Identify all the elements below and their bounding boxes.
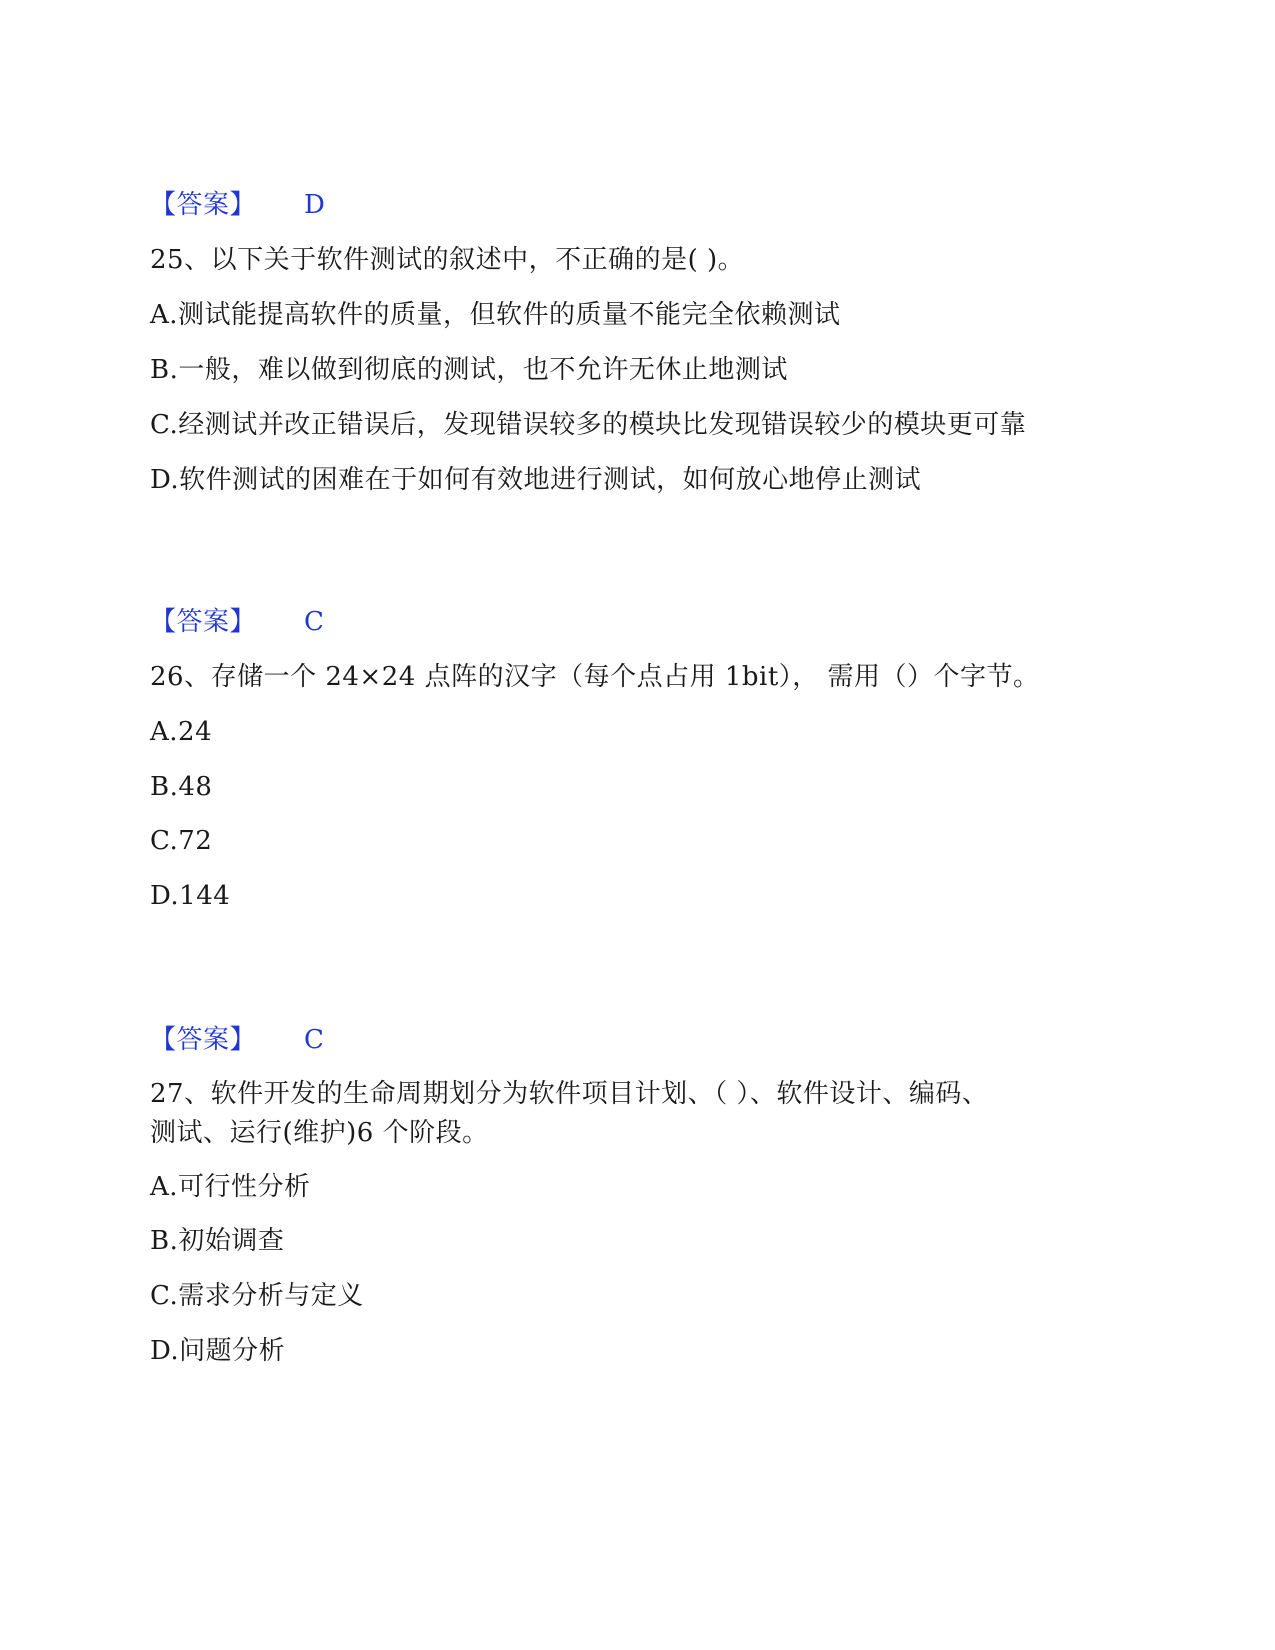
answer-label: 【答案】 <box>150 607 257 637</box>
answer-line-25 <box>150 605 324 639</box>
question-26: 26、存储一个 24×24 点阵的汉字（每个点占用 1bit）， 需用（）个字节。 <box>150 662 1040 692</box>
q27-option-d: D.问题分析 <box>150 1336 286 1366</box>
question-27-line-1: 27、软件开发的生命周期划分为软件项目计划、（ ）、软件设计、编码、 <box>150 1079 989 1109</box>
q26-option-b: B.48 <box>150 772 213 802</box>
q27-option-a: A.可行性分析 <box>150 1172 311 1202</box>
answer-label: 【答案】 <box>150 1025 257 1055</box>
question-27-line-2: 测试、运行(维护)6 个阶段。 <box>150 1118 489 1148</box>
answer-line-26 <box>150 1023 324 1057</box>
q27-option-c: C.需求分析与定义 <box>150 1281 364 1311</box>
q27-option-b: B.初始调查 <box>150 1226 285 1256</box>
answer-line-24 <box>150 188 325 222</box>
q25-option-d: D.软件测试的困难在于如何有效地进行测试，如何放心地停止测试 <box>150 465 922 495</box>
question-25: 25、以下关于软件测试的叙述中，不正确的是( )。 <box>150 245 745 275</box>
q26-option-c: C.72 <box>150 826 213 856</box>
answer-value: C <box>304 1025 325 1055</box>
q26-option-d: D.144 <box>150 881 231 911</box>
q26-option-a: A.24 <box>150 717 213 747</box>
q25-option-a: A.测试能提高软件的质量，但软件的质量不能完全依赖测试 <box>150 300 841 330</box>
q25-option-b: B.一般，难以做到彻底的测试，也不允许无休止地测试 <box>150 355 788 385</box>
answer-value: D <box>304 190 326 220</box>
answer-value: C <box>304 607 325 637</box>
q25-option-c: C.经测试并改正错误后，发现错误较多的模块比发现错误较少的模块更可靠 <box>150 410 1027 440</box>
answer-label: 【答案】 <box>150 190 257 220</box>
